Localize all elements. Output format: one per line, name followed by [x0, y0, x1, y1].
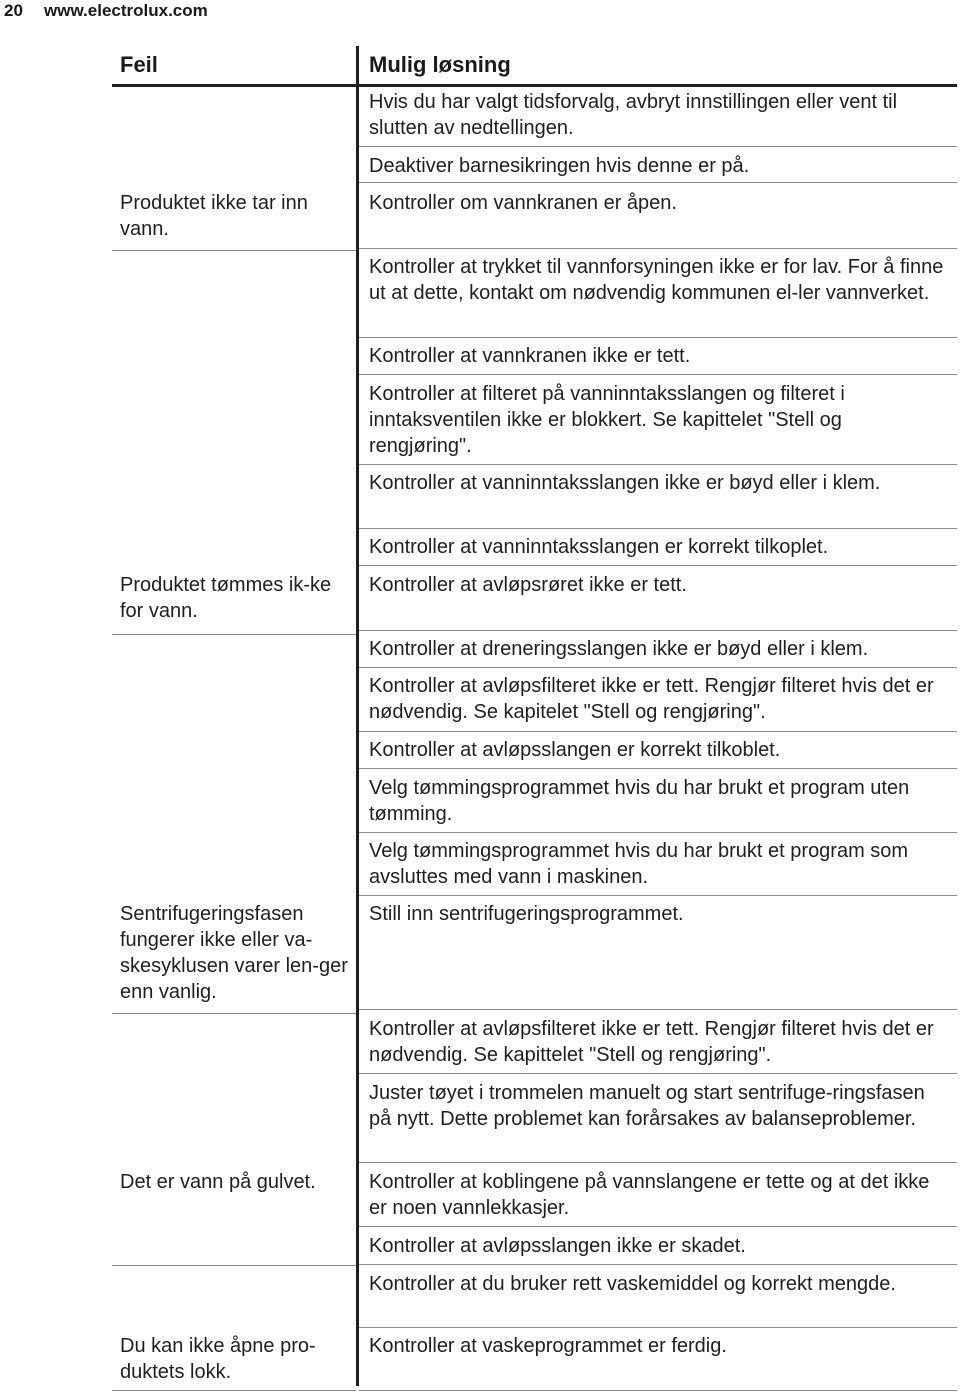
fault-no-water-intake: Produktet ikke tar inn vann. [120, 192, 308, 240]
solution-rule [359, 667, 957, 668]
solution-item: Still inn sentrifugeringsprogrammet. [369, 903, 684, 925]
solution-rule [359, 528, 957, 529]
fault-spin-phase: Sentrifugeringsfasen fungerer ikke eller va-skesyklusen varer len-ger enn vanlig. [120, 903, 348, 1003]
solution-rule [359, 565, 957, 566]
solution-rule [359, 731, 957, 732]
solution-item: Kontroller at vanninntaksslangen er korrekt tilkoplet. [369, 536, 829, 558]
solution-rule [359, 146, 957, 147]
fault-no-drain: Produktet tømmes ik-ke for vann. [120, 574, 332, 622]
solution-rule [359, 1327, 957, 1328]
solution-item: Kontroller at vanninntaksslangen ikke er bøyd eller i klem. [369, 472, 881, 494]
solution-rule [359, 1264, 957, 1265]
fault-rule [112, 1265, 356, 1266]
solution-item: Velg tømmingsprogrammet hvis du har brukt et program som avsluttes med vann i maskinen. [369, 840, 909, 888]
solution-item: Kontroller at dreneringsslangen ikke er bøyd eller i klem. [369, 638, 869, 660]
header-rule-left [112, 84, 356, 87]
solution-rule [359, 630, 957, 631]
solution-item: Kontroller at avløpsrøret ikke er tett. [369, 574, 687, 596]
solution-rule [359, 464, 957, 465]
header-rule-right [359, 84, 957, 87]
fault-rule [112, 250, 356, 251]
solution-rule [359, 1226, 957, 1227]
fault-column-header: Feil [120, 52, 158, 77]
solution-item: Hvis du har valgt tidsforvalg, avbryt innstillingen eller vent til slutten av nedtellingen. [369, 91, 898, 139]
fault-rule [112, 1013, 356, 1014]
solution-rule [359, 374, 957, 375]
site-url: www.electrolux.com [44, 1, 208, 20]
solution-rule [359, 768, 957, 769]
solution-rule [359, 832, 957, 833]
solution-item: Kontroller om vannkranen er åpen. [369, 192, 677, 214]
solution-item: Kontroller at trykket til vannforsyningen ikke er for lav. For å finne ut at dette, kontakt om nødvendig kommunen el-ler vannverket. [369, 256, 944, 304]
solution-rule [359, 1073, 957, 1074]
fault-water-on-floor: Det er vann på gulvet. [120, 1171, 316, 1193]
solution-column-header: Mulig løsning [369, 52, 511, 77]
fault-rule [112, 634, 356, 635]
solution-rule [359, 895, 957, 896]
solution-item: Deaktiver barnesikringen hvis denne er på. [369, 155, 750, 177]
solution-rule [359, 337, 957, 338]
solution-item: Kontroller at avløpsslangen er korrekt tilkoblet. [369, 739, 781, 761]
page-header [0, 0, 208, 22]
solution-rule [359, 248, 957, 249]
solution-rule [359, 1009, 957, 1010]
solution-item: Kontroller at avløpsfilteret ikke er tett. Rengjør filteret hvis det er nødvendig. Se kapittelet "Stell og rengjøring". [369, 1018, 934, 1066]
fault-lid-locked: Du kan ikke åpne pro-duktets lokk. [120, 1335, 316, 1383]
solution-rule [359, 1390, 957, 1391]
solution-rule [359, 1162, 957, 1163]
solution-rule [359, 182, 957, 183]
solution-item: Kontroller at filteret på vanninntaksslangen og filteret i inntaksventilen ikke er blokkert. Se kapittelet "Stell og rengjøring". [369, 383, 845, 457]
solution-item: Kontroller at vaskeprogrammet er ferdig. [369, 1335, 727, 1357]
page-number: 20 [4, 1, 23, 20]
solution-item: Juster tøyet i trommelen manuelt og start sentrifuge-ringsfasen på nytt. Dette problemet kan forårsakes av balanseproblemer. [369, 1082, 925, 1130]
fault-rule [112, 1390, 356, 1391]
solution-item: Velg tømmingsprogrammet hvis du har brukt et program uten tømming. [369, 777, 910, 825]
solution-item: Kontroller at du bruker rett vaskemiddel og korrekt mengde. [369, 1273, 896, 1295]
solution-item: Kontroller at vannkranen ikke er tett. [369, 345, 691, 367]
solution-item: Kontroller at avløpsslangen ikke er skadet. [369, 1235, 746, 1257]
solution-item: Kontroller at avløpsfilteret ikke er tett. Rengjør filteret hvis det er nødvendig. Se kapitelet "Stell og rengjøring". [369, 675, 934, 723]
solution-item: Kontroller at koblingene på vannslangene er tette og at det ikke er noen vannlekkasjer. [369, 1171, 930, 1219]
